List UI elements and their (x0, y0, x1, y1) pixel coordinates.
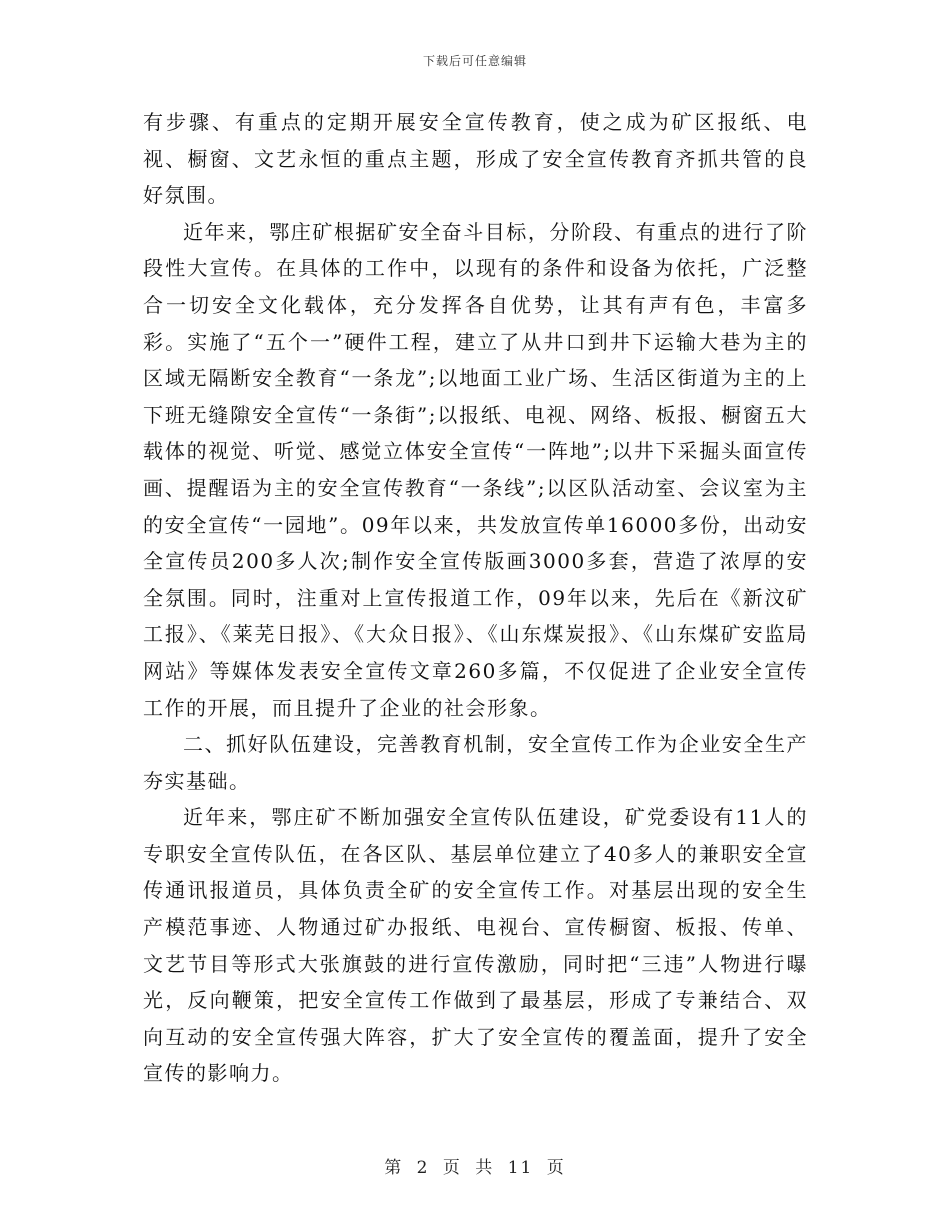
document-body (143, 104, 808, 1092)
page-header: 下载后可任意编辑 (422, 54, 527, 68)
paragraph-publicity-stages: 近年来，鄂庄矿根据矿安全奋斗目标，分阶段、有重点的进行了阶段性大宣传。在具体的工作中，以现有的条件和设备为依托，广泛整合一切安全文化载体，充分发挥各自优势，让其有声有色，丰富多彩。实施了“五个一”硬件工程，建立了从井口到井下运输大巷为主的区域无隔断安全教育“一条龙”;以地面工业广场、生活区街道为主的上下班无缝隙安全宣传“一条街”;以报纸、电视、网络、板报、橱窗五大载体的视觉、听觉、感觉立体安全宣传“一阵地”;以井下采掘头面宣传画、提醒语为主的安全宣传教育“一条线”;以区队活动室、会议室为主的安全宣传“一园地”。09年以来，共发放宣传单16000多份，出动安全宣传员200多人次;制作安全宣传版画3000多套，营造了浓厚的安全氛围。同时，注重对上宣传报道工作，09年以来，先后在《新汶矿工报》、《莱芜日报》、《大众日报》、《山东煤炭报》、《山东煤矿安监局网站》等媒体发表安全宣传文章260多篇，不仅促进了企业安全宣传工作的开展，而且提升了企业的社会形象。 (143, 219, 808, 720)
paragraph-continuation: 有步骤、有重点的定期开展安全宣传教育，使之成为矿区报纸、电视、橱窗、文艺永恒的重点主题，形成了安全宣传教育齐抓共管的良好氛围。 (143, 110, 808, 208)
section-heading-team-building: 二、抓好队伍建设，完善教育机制，安全宣传工作为企业安全生产夯实基础。 (143, 732, 808, 793)
paragraph-team-building: 近年来，鄂庄矿不断加强安全宣传队伍建设，矿党委设有11人的专职安全宣传队伍，在各区队、基层单位建立了40多人的兼职安全宣传通讯报道员，具体负责全矿的安全宣传工作。对基层出现的安全生产模范事迹、人物通过矿办报纸、电视台、宣传橱窗、板报、传单、文艺节目等形式大张旗鼓的进行宣传激励，同时把“三违”人物进行曝光，反向鞭策，把安全宣传工作做到了最基层，形成了专兼结合、双向互动的安全宣传强大阵容，扩大了安全宣传的覆盖面，提升了安全宣传的影响力。 (143, 805, 808, 1086)
page-number-footer: 第 2 页 共 11 页 (384, 1158, 566, 1178)
